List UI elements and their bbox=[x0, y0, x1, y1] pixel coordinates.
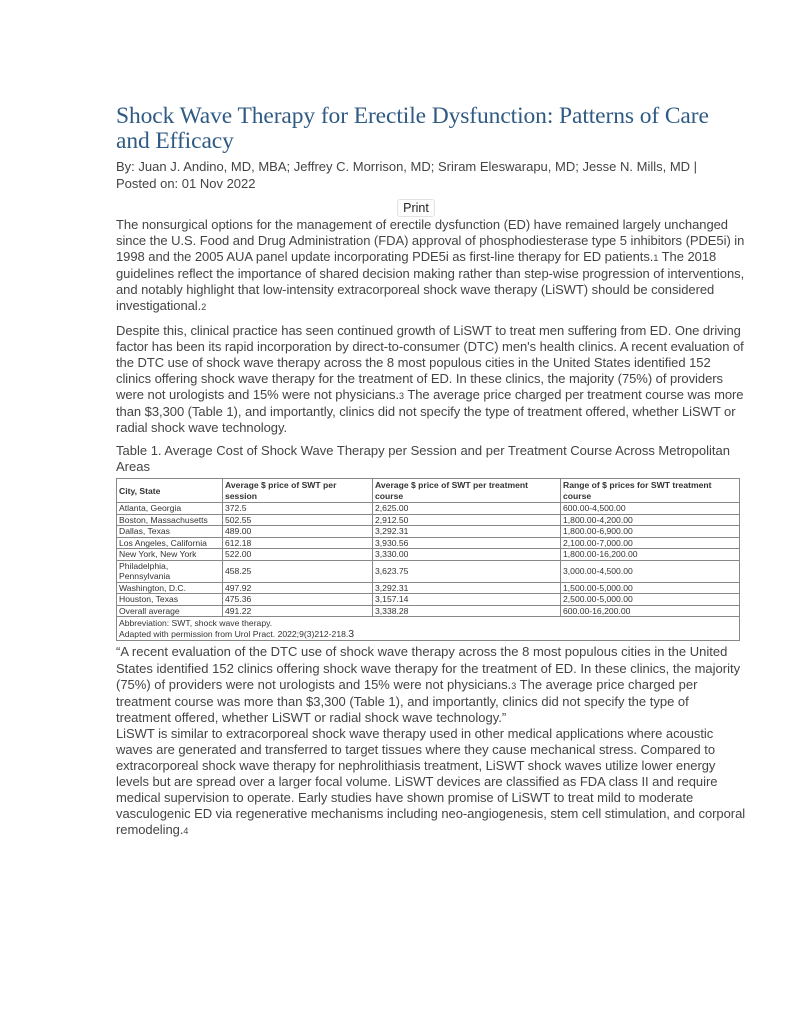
cell-city: Houston, Texas bbox=[117, 594, 223, 606]
cell-course-price: 3,292.31 bbox=[373, 526, 561, 538]
table-row bbox=[117, 549, 740, 561]
table-row bbox=[117, 582, 740, 594]
pull-quote bbox=[116, 644, 746, 725]
cell-city: Atlanta, Georgia bbox=[117, 503, 223, 515]
cell-session-price: 458.25 bbox=[223, 560, 373, 582]
cell-session-price: 372.5 bbox=[223, 503, 373, 515]
table-row bbox=[117, 514, 740, 526]
table-header-row bbox=[117, 479, 740, 503]
paragraph-text: Despite this, clinical practice has seen continued growth of LiSWT to treat men suffering from ED. One driving factor has been its rapid incorporation by direct-to-consumer (DTC) men's health clinics. A recent evaluation of the DTC use of shock wave therapy across the 8 most populous cities in the United States identified 152 clinics offering shock wave therapy for the treatment of ED. In these clinics, the majority (75%) of providers were not urologists and 15% were not physicians. bbox=[116, 322, 744, 402]
cell-price-range: 1,800.00-16,200.00 bbox=[561, 549, 740, 561]
table-row bbox=[117, 537, 740, 549]
cell-price-range: 1,500.00-5,000.00 bbox=[561, 582, 740, 594]
citation-ref[interactable]: 3 bbox=[511, 680, 517, 691]
quote-text: The average price charged per treatment course was more than $3,300 (Table 1), and importantly, clinics did not specify the type of treatment offered, whether LiSWT or radial shock wave technology.” bbox=[116, 676, 698, 725]
cell-price-range: 1,800.00-4,200.00 bbox=[561, 514, 740, 526]
cell-city: Washington, D.C. bbox=[117, 582, 223, 594]
column-header: Average $ price of SWT per treatment course bbox=[373, 479, 561, 503]
cell-city: Dallas, Texas bbox=[117, 526, 223, 538]
paragraph-text: LiSWT is similar to extracorporeal shock wave therapy used in other medical applications where acoustic waves are generated and transferred to target tissues where they cause mechanical stress. Compared to extracorporeal shock wave therapy for nephrolithiasis treatment, LiSWT shock waves utilize lower energy levels but are spread over a larger focal volume. LiSWT devices are classified as FDA class II and require medical supervision to operate. Early studies have shown promise of LiSWT to treat mild to moderate vasculogenic ED via regenerative mechanisms including neo-angiogenesis, stem cell stimulation, and corporal remodeling. bbox=[116, 725, 746, 838]
table-row bbox=[117, 594, 740, 606]
source-text: Adapted with permission from Urol Pract. 2022;9(3)212-218. bbox=[119, 628, 349, 639]
cell-course-price: 3,623.75 bbox=[373, 560, 561, 582]
paragraph-text: The nonsurgical options for the management of erectile dysfunction (ED) have remained largely unchanged since the U.S. Food and Drug Administration (FDA) approval of phosphodiesterase type 5 inhibitors (PDE5i) in 1998 and the 2005 AUA panel update incorporating PDE5i as first-line therapy for ED patients. bbox=[116, 217, 745, 265]
source-note bbox=[119, 629, 737, 640]
column-header: Range of $ prices for SWT treatment course bbox=[561, 479, 740, 503]
article-title: Shock Wave Therapy for Erectile Dysfunction: Patterns of Care and Efficacy bbox=[116, 103, 709, 154]
cell-session-price: 522.00 bbox=[223, 549, 373, 561]
authors: By: Juan J. Andino, MD, MBA; Jeffrey C. Morrison, MD; Sriram Eleswarapu, MD; Jesse N. Mills, MD | bbox=[116, 159, 698, 174]
posted-date: Posted on: 01 Nov 2022 bbox=[116, 176, 256, 191]
table-footnote-row bbox=[117, 617, 740, 641]
quote-text: “A recent evaluation of the DTC use of shock wave therapy across the 8 most populous cities in the United States identified 152 clinics offering shock wave therapy for the treatment of ED. In these clinics, the majority (75%) of providers were not urologists and 15% were not physicians. bbox=[116, 644, 741, 692]
cell-price-range: 2,100.00-7,000.00 bbox=[561, 537, 740, 549]
citation-ref[interactable]: 3 bbox=[399, 390, 405, 401]
cell-price-range: 3,000.00-4,500.00 bbox=[561, 560, 740, 582]
cell-city: Overall average bbox=[117, 605, 223, 617]
cell-session-price: 612.18 bbox=[223, 537, 373, 549]
cell-price-range: 600.00-4,500.00 bbox=[561, 503, 740, 515]
column-header: City, State bbox=[117, 479, 223, 503]
cell-course-price: 3,292.31 bbox=[373, 582, 561, 594]
cell-city: Los Angeles, California bbox=[117, 537, 223, 549]
cell-session-price: 489.00 bbox=[223, 526, 373, 538]
cell-session-price: 497.92 bbox=[223, 582, 373, 594]
citation-ref[interactable]: 3 bbox=[348, 627, 355, 640]
citation-ref[interactable]: 4 bbox=[183, 826, 189, 837]
table-row-overall bbox=[117, 605, 740, 617]
cell-course-price: 3,157.14 bbox=[373, 594, 561, 606]
cell-course-price: 2,912.50 bbox=[373, 514, 561, 526]
paragraph-text: The average price charged per treatment course was more than $3,300 (Table 1), and importantly, clinics did not specify the type of treatment offered, whether LiSWT or radial shock wave technology. bbox=[116, 386, 744, 436]
paragraph-text: The 2018 guidelines reflect the importance of shared decision making rather than step-wise progression of interventions, and notably highlight that low-intensity extracorporeal shock wave therapy (LiSWT) should be considered investigational. bbox=[116, 249, 745, 314]
cell-city: New York, New York bbox=[117, 549, 223, 561]
table-footnote bbox=[117, 617, 740, 641]
column-header: Average $ price of SWT per session bbox=[223, 479, 373, 503]
cost-table bbox=[116, 478, 740, 641]
table-row bbox=[117, 560, 740, 582]
cell-session-price: 491.22 bbox=[223, 605, 373, 617]
cell-course-price: 3,330.00 bbox=[373, 549, 561, 561]
cell-course-price: 3,930.56 bbox=[373, 537, 561, 549]
cell-session-price: 475.36 bbox=[223, 594, 373, 606]
cell-course-price: 2,625.00 bbox=[373, 503, 561, 515]
byline bbox=[116, 158, 746, 192]
abbreviation-note: Abbreviation: SWT, shock wave therapy. bbox=[119, 618, 273, 629]
cell-city: Boston, Massachusetts bbox=[117, 514, 223, 526]
table-row bbox=[117, 503, 740, 515]
paragraph-dtc bbox=[116, 323, 746, 437]
cell-city: Philadelphia, Pennsylvania bbox=[117, 560, 223, 582]
print-container bbox=[86, 199, 746, 217]
citation-ref[interactable]: 1 bbox=[653, 253, 659, 264]
print-button[interactable]: Print bbox=[397, 199, 435, 217]
citation-ref[interactable]: 2 bbox=[201, 302, 207, 313]
cell-price-range: 1,800.00-6,900.00 bbox=[561, 526, 740, 538]
article bbox=[116, 104, 746, 840]
cell-course-price: 3,338.28 bbox=[373, 605, 561, 617]
cell-session-price: 502.55 bbox=[223, 514, 373, 526]
paragraph-intro bbox=[116, 217, 746, 316]
table-caption: Table 1. Average Cost of Shock Wave Therapy per Session and per Treatment Course Across Metropolitan Areas bbox=[116, 443, 730, 475]
cell-price-range: 600.00-16,200.00 bbox=[561, 605, 740, 617]
paragraph-liswt bbox=[116, 726, 746, 840]
cell-price-range: 2,500.00-5,000.00 bbox=[561, 594, 740, 606]
table-row bbox=[117, 526, 740, 538]
